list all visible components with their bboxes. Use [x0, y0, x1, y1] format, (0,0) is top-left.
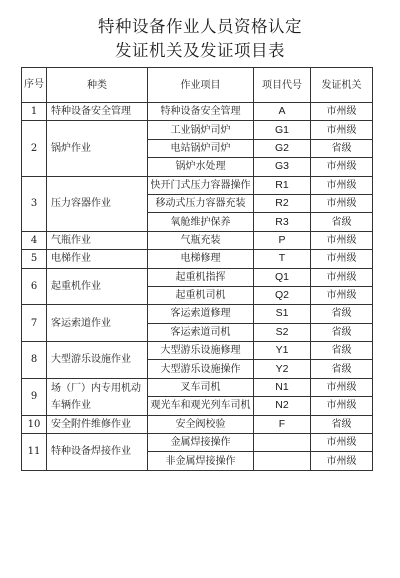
table-row	[22, 305, 373, 323]
cell-item: 金属焊接操作	[148, 434, 254, 452]
cell-authority: 市州级	[311, 397, 373, 415]
cell-authority: 市州级	[311, 378, 373, 396]
document-title-line2: 发证机关及发证项目表	[115, 41, 285, 60]
cell-category: 安全附件维修作业	[47, 415, 148, 433]
cell-category: 场（厂）内专用机动车辆作业	[47, 378, 148, 415]
cell-seq: 4	[22, 231, 47, 249]
cell-code: Y1	[254, 342, 311, 360]
cell-item: 锅炉水处理	[148, 158, 254, 176]
cell-item: 氧舱维护保养	[148, 213, 254, 231]
cell-code: Q1	[254, 268, 311, 286]
cell-code: Y2	[254, 360, 311, 378]
header-authority: 发证机关	[311, 68, 373, 103]
cell-seq: 8	[22, 342, 47, 379]
cell-item: 大型游乐设施修理	[148, 342, 254, 360]
cell-code: N2	[254, 397, 311, 415]
cell-item: 客运索道修理	[148, 305, 254, 323]
cell-code: G1	[254, 121, 311, 139]
cell-seq: 11	[22, 434, 47, 471]
cell-item: 气瓶充装	[148, 231, 254, 249]
cell-item: 电梯修理	[148, 250, 254, 268]
cell-authority: 省级	[311, 305, 373, 323]
cell-seq: 5	[22, 250, 47, 268]
cell-seq: 3	[22, 176, 47, 231]
cell-authority: 市州级	[311, 231, 373, 249]
cell-authority: 市州级	[311, 158, 373, 176]
cell-authority: 市州级	[311, 194, 373, 212]
cell-code: P	[254, 231, 311, 249]
table-row	[22, 268, 373, 286]
cell-seq: 7	[22, 305, 47, 342]
cell-item: 电站锅炉司炉	[148, 139, 254, 157]
cell-category: 特种设备安全管理	[47, 103, 148, 121]
cell-authority: 省级	[311, 213, 373, 231]
cell-code: N1	[254, 378, 311, 396]
cell-item: 大型游乐设施操作	[148, 360, 254, 378]
cell-seq: 2	[22, 121, 47, 176]
table-header-row	[22, 68, 373, 103]
cell-code	[254, 434, 311, 452]
cell-authority: 省级	[311, 323, 373, 341]
header-code: 项目代号	[254, 68, 311, 103]
cell-category: 锅炉作业	[47, 121, 148, 176]
cell-authority: 市州级	[311, 286, 373, 304]
cell-authority: 省级	[311, 342, 373, 360]
table-row	[22, 176, 373, 194]
header-item: 作业项目	[148, 68, 254, 103]
table-row	[22, 434, 373, 452]
table-row	[22, 378, 373, 396]
table-row	[22, 342, 373, 360]
cell-code: R2	[254, 194, 311, 212]
cell-item: 移动式压力容器充装	[148, 194, 254, 212]
cell-seq: 1	[22, 103, 47, 121]
cell-code	[254, 452, 311, 470]
cell-item: 工业锅炉司炉	[148, 121, 254, 139]
header-seq: 序号	[22, 68, 47, 103]
table-row	[22, 103, 373, 121]
table-row	[22, 415, 373, 433]
cell-code: G2	[254, 139, 311, 157]
cell-authority: 市州级	[311, 434, 373, 452]
certification-table	[21, 67, 373, 471]
cell-item: 叉车司机	[148, 378, 254, 396]
cell-authority: 市州级	[311, 103, 373, 121]
cell-item: 起重机司机	[148, 286, 254, 304]
cell-item: 非金属焊接操作	[148, 452, 254, 470]
cell-item: 特种设备安全管理	[148, 103, 254, 121]
cell-code: S1	[254, 305, 311, 323]
cell-authority: 市州级	[311, 176, 373, 194]
table-row	[22, 231, 373, 249]
cell-category: 压力容器作业	[47, 176, 148, 231]
document-title-line1: 特种设备作业人员资格认定	[98, 17, 302, 36]
table-row	[22, 250, 373, 268]
cell-category: 起重机作业	[47, 268, 148, 305]
cell-code: R3	[254, 213, 311, 231]
cell-seq: 9	[22, 378, 47, 415]
cell-item: 起重机指挥	[148, 268, 254, 286]
cell-item: 客运索道司机	[148, 323, 254, 341]
cell-authority: 市州级	[311, 250, 373, 268]
cell-code: G3	[254, 158, 311, 176]
cell-category: 特种设备焊接作业	[47, 434, 148, 471]
cell-seq: 6	[22, 268, 47, 305]
table-row	[22, 121, 373, 139]
cell-code: T	[254, 250, 311, 268]
cell-category: 大型游乐设施作业	[47, 342, 148, 379]
cell-category: 电梯作业	[47, 250, 148, 268]
cell-item: 安全阀校验	[148, 415, 254, 433]
table-body	[22, 103, 373, 471]
cell-item: 快开门式压力容器操作	[148, 176, 254, 194]
cell-code: S2	[254, 323, 311, 341]
cell-item: 观光车和观光列车司机	[148, 397, 254, 415]
cell-category: 客运索道作业	[47, 305, 148, 342]
cell-authority: 市州级	[311, 452, 373, 470]
header-category: 种类	[47, 68, 148, 103]
cell-category: 气瓶作业	[47, 231, 148, 249]
cell-authority: 省级	[311, 360, 373, 378]
cell-authority: 省级	[311, 415, 373, 433]
cell-code: F	[254, 415, 311, 433]
cell-authority: 省级	[311, 139, 373, 157]
cell-authority: 市州级	[311, 121, 373, 139]
cell-code: R1	[254, 176, 311, 194]
cell-code: A	[254, 103, 311, 121]
cell-authority: 市州级	[311, 268, 373, 286]
cell-code: Q2	[254, 286, 311, 304]
cell-seq: 10	[22, 415, 47, 433]
